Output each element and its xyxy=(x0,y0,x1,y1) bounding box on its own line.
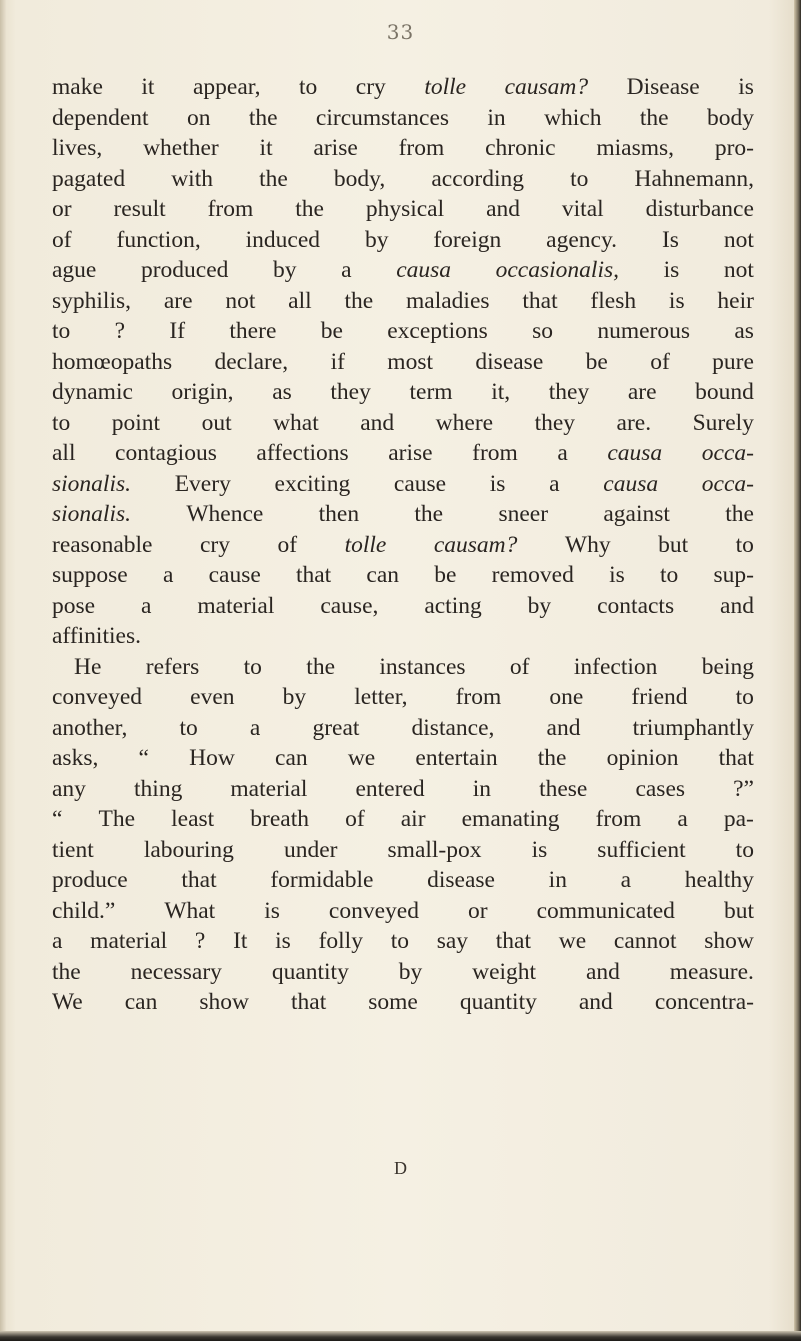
word: induced xyxy=(245,226,321,253)
word: child.” xyxy=(52,897,116,924)
word: from xyxy=(207,196,254,222)
word: by xyxy=(527,592,552,619)
word: refers xyxy=(145,653,200,680)
word: exceptions xyxy=(387,318,488,344)
word: according xyxy=(431,165,525,192)
word: sneer xyxy=(498,501,549,527)
word: If xyxy=(169,318,186,344)
word: pro- xyxy=(714,135,754,161)
word: a xyxy=(52,928,63,954)
word: to xyxy=(659,562,679,588)
text-line xyxy=(52,438,754,469)
word: conveyed xyxy=(52,684,143,710)
word: body, xyxy=(333,165,386,192)
word: foreign xyxy=(433,226,502,253)
word: of xyxy=(345,806,365,832)
word: to xyxy=(570,165,589,192)
word: a xyxy=(557,440,568,466)
word: cases xyxy=(635,775,686,802)
word: syphilis, xyxy=(52,287,132,314)
word: a xyxy=(141,592,152,619)
word: term xyxy=(409,379,453,405)
word: miasms, xyxy=(596,135,675,161)
word: conveyed xyxy=(328,897,419,924)
word: material xyxy=(90,928,168,954)
word: cry xyxy=(199,531,230,558)
word: that xyxy=(718,745,754,771)
word: and xyxy=(585,958,620,985)
text-line xyxy=(52,743,754,774)
word: Disease xyxy=(626,74,700,100)
word: one xyxy=(549,684,584,710)
word: what xyxy=(273,409,319,436)
text-line xyxy=(52,774,754,805)
word: folly xyxy=(318,928,363,954)
word: “ xyxy=(52,806,63,832)
word: ?” xyxy=(733,775,754,802)
word: can xyxy=(366,562,400,588)
word: show xyxy=(199,989,249,1015)
word: on xyxy=(186,104,211,131)
page-left-edge xyxy=(0,0,6,1341)
text-line xyxy=(52,72,754,103)
text-line xyxy=(52,103,754,134)
word: by xyxy=(273,257,297,283)
word: a xyxy=(162,562,174,588)
word: that xyxy=(495,928,532,954)
word: a xyxy=(677,806,688,832)
word: most xyxy=(387,348,434,375)
word: a xyxy=(249,714,261,741)
word: breath xyxy=(250,806,310,832)
word: as xyxy=(734,318,754,344)
word: the xyxy=(537,745,567,771)
word: of xyxy=(52,226,72,253)
word: from xyxy=(595,806,642,832)
word: whether xyxy=(143,135,219,161)
word: they xyxy=(548,379,590,405)
page-bottom-shadow xyxy=(0,1331,801,1341)
word: any xyxy=(52,775,86,802)
word: emanating xyxy=(461,806,560,832)
text-line xyxy=(52,164,754,195)
text-line xyxy=(52,530,754,561)
word: communicated xyxy=(536,897,675,924)
word: be xyxy=(434,562,457,588)
word: to xyxy=(243,653,262,680)
word: with xyxy=(171,165,213,192)
italic-word: causam? xyxy=(433,531,518,558)
word: the xyxy=(306,653,336,680)
word: tient xyxy=(52,836,94,863)
text-line xyxy=(52,377,754,408)
word: we xyxy=(558,928,587,954)
text-line xyxy=(52,469,754,500)
word: some xyxy=(368,989,418,1015)
italic-word: occa- xyxy=(701,470,754,497)
word: vital xyxy=(561,196,604,222)
word: What xyxy=(164,897,216,924)
word: these xyxy=(539,775,588,802)
word: sup- xyxy=(713,562,754,588)
word: if xyxy=(330,348,345,375)
text-line xyxy=(52,804,754,835)
word: cause, xyxy=(320,592,379,619)
word: ague xyxy=(52,257,97,283)
word: affinities. xyxy=(52,623,141,649)
word: the xyxy=(52,958,81,985)
word: of xyxy=(509,653,530,680)
italic-word: occa- xyxy=(701,440,754,466)
body-text xyxy=(52,72,754,1018)
word: are. xyxy=(616,409,652,436)
word: all xyxy=(288,287,312,314)
word: another, xyxy=(52,714,128,741)
word: there xyxy=(229,318,277,344)
page-right-edge xyxy=(794,0,801,1341)
word: that xyxy=(181,867,217,893)
word: necessary xyxy=(130,958,222,985)
word: healthy xyxy=(684,867,754,893)
word: that xyxy=(522,287,558,314)
word: a xyxy=(341,257,352,283)
word: “ xyxy=(138,745,149,771)
text-line xyxy=(52,499,754,530)
word: numerous xyxy=(597,318,691,344)
word: even xyxy=(190,684,235,710)
word: produced xyxy=(140,257,229,283)
word: declare, xyxy=(214,348,289,375)
word: show xyxy=(704,928,754,954)
word: not xyxy=(723,226,754,253)
word: cause xyxy=(393,470,447,497)
word: in xyxy=(548,867,567,893)
word: and xyxy=(546,714,581,741)
word: reasonable xyxy=(52,531,153,558)
word: we xyxy=(347,745,376,771)
word: under xyxy=(283,836,338,863)
word: can xyxy=(275,745,308,771)
word: circumstances xyxy=(315,104,450,131)
text-line xyxy=(52,987,754,1018)
word: infection xyxy=(573,653,658,680)
text-line xyxy=(52,896,754,927)
word: but xyxy=(658,531,689,558)
word: heir xyxy=(717,287,754,314)
word: It xyxy=(233,928,248,954)
word: be xyxy=(585,348,608,375)
word: disturbance xyxy=(645,196,754,222)
word: thing xyxy=(134,775,183,802)
word: to xyxy=(735,531,754,558)
word: We xyxy=(52,989,83,1015)
word: material xyxy=(197,592,275,619)
word: Is xyxy=(661,226,679,253)
word: flesh xyxy=(590,287,637,314)
word: labouring xyxy=(143,836,234,863)
word: acting xyxy=(424,592,482,619)
text-line xyxy=(52,621,754,652)
word: function, xyxy=(116,226,201,253)
word: the xyxy=(725,501,754,527)
text-line xyxy=(52,682,754,713)
word: result xyxy=(113,196,166,222)
word: affections xyxy=(256,440,349,466)
word: air xyxy=(400,806,426,832)
text-line xyxy=(52,316,754,347)
word: so xyxy=(532,318,553,344)
word: they xyxy=(534,409,576,436)
word: cry xyxy=(355,74,386,100)
word: entertain xyxy=(415,745,498,771)
word: by xyxy=(364,226,389,253)
word: body xyxy=(706,104,754,131)
word: can xyxy=(124,989,158,1015)
word: it xyxy=(259,135,273,161)
word: the xyxy=(344,287,374,314)
word: point xyxy=(111,409,161,436)
word: friend xyxy=(631,684,688,710)
word: in xyxy=(487,104,506,131)
word: The xyxy=(98,806,136,832)
word: ? xyxy=(114,318,126,344)
word: the xyxy=(639,104,669,131)
word: not xyxy=(723,257,754,283)
word: pa- xyxy=(723,806,754,832)
text-line xyxy=(52,133,754,164)
word: entered xyxy=(355,775,425,802)
word: physical xyxy=(365,196,445,222)
word: make xyxy=(52,74,103,100)
word: Whence xyxy=(186,501,264,527)
word: to xyxy=(735,684,754,710)
text-line xyxy=(52,957,754,988)
word: distance, xyxy=(411,714,495,741)
word: by xyxy=(398,958,423,985)
word: letter, xyxy=(354,684,408,710)
word: How xyxy=(189,745,235,771)
word: concentra- xyxy=(654,989,754,1015)
word: lives, xyxy=(52,135,103,161)
word: it xyxy=(141,74,155,100)
word: small-pox xyxy=(387,836,482,863)
italic-word: tolle xyxy=(344,531,387,558)
word: but xyxy=(723,897,754,924)
word: asks, xyxy=(52,745,99,771)
italic-word: sionalis. xyxy=(52,470,132,497)
text-line xyxy=(52,835,754,866)
word: pose xyxy=(52,592,96,619)
word: to xyxy=(299,74,318,100)
word: where xyxy=(435,409,494,436)
signature-mark: D xyxy=(394,1158,407,1178)
text-line xyxy=(52,225,754,256)
word: dynamic xyxy=(52,379,133,405)
word: to xyxy=(390,928,409,954)
word: is xyxy=(668,287,685,314)
word: to xyxy=(52,318,71,344)
word: is xyxy=(738,74,754,100)
text-line xyxy=(52,652,754,683)
word: maladies xyxy=(406,287,490,314)
word: all xyxy=(52,440,76,466)
word: removed xyxy=(491,562,574,588)
word: of xyxy=(277,531,298,558)
word: or xyxy=(467,897,488,924)
text-line xyxy=(52,255,754,286)
word: it, xyxy=(491,379,511,405)
word: say xyxy=(436,928,469,954)
word: material xyxy=(230,775,308,802)
italic-word: sionalis. xyxy=(52,501,132,527)
word: formidable xyxy=(270,867,374,893)
word: He xyxy=(74,653,102,680)
italic-word: occasionalis, xyxy=(495,257,619,283)
word: instances xyxy=(379,653,466,680)
word: against xyxy=(603,501,670,527)
word: and xyxy=(720,592,754,619)
italic-word: tolle xyxy=(424,74,467,100)
word: is xyxy=(489,470,506,497)
word: weight xyxy=(472,958,537,985)
text-line xyxy=(52,926,754,957)
word: are xyxy=(627,379,657,405)
italic-word: causa xyxy=(603,470,659,497)
word: Why xyxy=(564,531,611,558)
word: to xyxy=(52,409,71,436)
word: arise xyxy=(313,135,358,161)
word: the xyxy=(259,165,288,192)
word: pure xyxy=(712,348,754,375)
word: disease xyxy=(475,348,544,375)
word: opinion xyxy=(606,745,679,771)
word: from xyxy=(455,684,502,710)
word: exciting xyxy=(274,470,351,497)
word: dependent xyxy=(52,104,149,131)
word: the xyxy=(248,104,278,131)
word: that xyxy=(295,562,332,588)
word: the xyxy=(295,196,324,222)
text-line xyxy=(52,194,754,225)
word: is xyxy=(663,257,680,283)
word: or xyxy=(52,196,72,222)
word: agency. xyxy=(546,226,618,253)
word: contacts xyxy=(597,592,675,619)
word: contagious xyxy=(115,440,217,466)
word: Surely xyxy=(692,409,754,436)
text-line xyxy=(52,865,754,896)
italic-word: causam? xyxy=(504,74,589,100)
word: measure. xyxy=(669,958,754,985)
word: suppose xyxy=(52,562,128,588)
word: and xyxy=(578,989,613,1015)
word: the xyxy=(414,501,444,527)
word: a xyxy=(549,470,560,497)
word: cannot xyxy=(613,928,677,954)
word: they xyxy=(330,379,371,405)
word: quantity xyxy=(271,958,349,985)
word: out xyxy=(201,409,232,436)
word: homœopaths xyxy=(52,348,173,375)
word: are xyxy=(163,287,193,314)
word: is xyxy=(264,897,280,924)
word: Hahnemann, xyxy=(634,165,754,192)
word: chronic xyxy=(485,135,556,161)
word: cause xyxy=(208,562,261,588)
text-line xyxy=(52,560,754,591)
word: is xyxy=(609,562,625,588)
word: disease xyxy=(427,867,495,893)
word: triumphantly xyxy=(632,714,754,741)
word: as xyxy=(272,379,292,405)
word: origin, xyxy=(171,379,234,405)
word: a xyxy=(620,867,632,893)
word: to xyxy=(179,714,198,741)
italic-word: causa xyxy=(607,440,663,466)
word: produce xyxy=(52,867,128,893)
word: is xyxy=(275,928,291,954)
word: quantity xyxy=(459,989,537,1015)
word: great xyxy=(312,714,360,741)
word: bound xyxy=(695,379,754,405)
word: from xyxy=(398,135,445,161)
page-number: 33 xyxy=(386,20,415,44)
word: to xyxy=(735,836,754,863)
word: ? xyxy=(194,928,206,954)
word: appear, xyxy=(192,74,261,100)
word: and xyxy=(360,409,395,436)
text-line xyxy=(52,347,754,378)
word: is xyxy=(531,836,548,863)
word: that xyxy=(290,989,327,1015)
word: not xyxy=(225,287,256,314)
word: sufficient xyxy=(597,836,686,863)
word: by xyxy=(282,684,307,710)
word: which xyxy=(544,104,602,131)
word: in xyxy=(472,775,491,802)
word: Every xyxy=(174,470,231,497)
text-line xyxy=(52,713,754,744)
word: be xyxy=(320,318,343,344)
text-line xyxy=(52,591,754,622)
word: arise xyxy=(388,440,433,466)
word: least xyxy=(171,806,215,832)
italic-word: causa xyxy=(396,257,452,283)
word: from xyxy=(472,440,518,466)
word: then xyxy=(318,501,360,527)
text-line xyxy=(52,286,754,317)
word: being xyxy=(701,653,754,680)
word: of xyxy=(650,348,670,375)
word: and xyxy=(486,196,520,222)
text-line xyxy=(52,408,754,439)
word: pagated xyxy=(52,165,126,192)
